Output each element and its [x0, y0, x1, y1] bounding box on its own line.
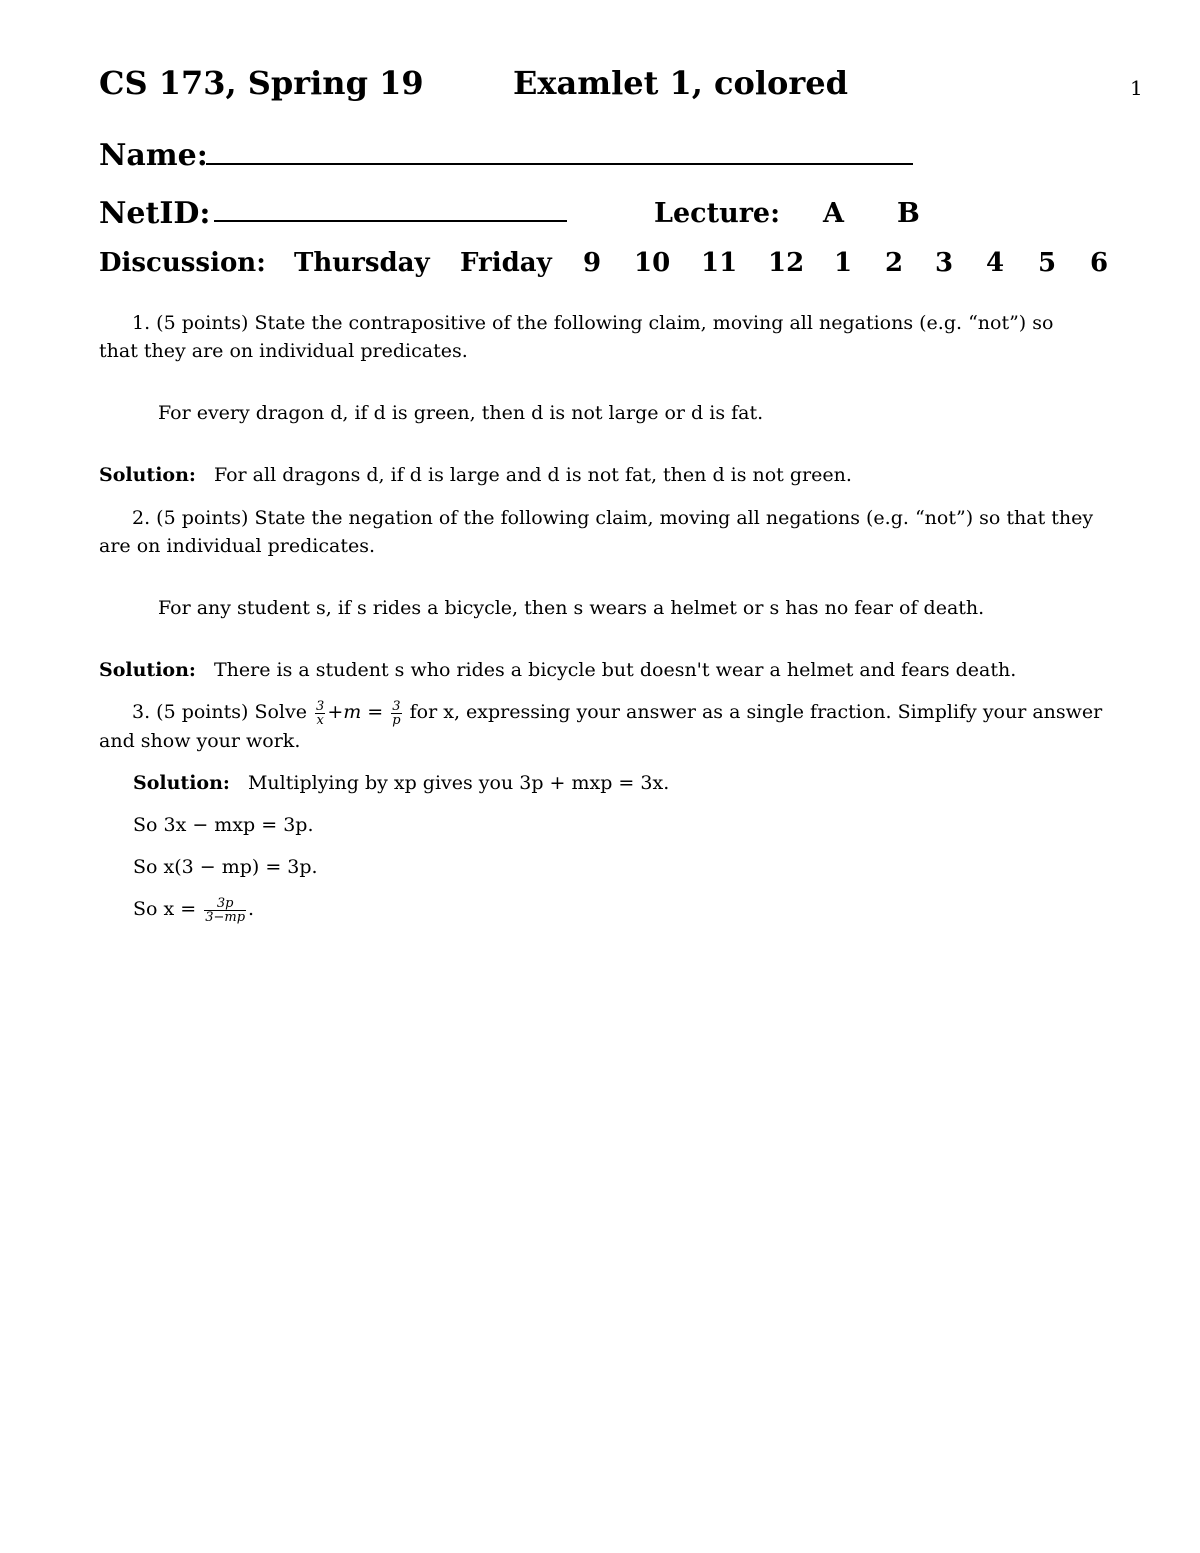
q1-prompt-line2: that they are on individual predicates.: [99, 340, 468, 362]
discussion-option-5[interactable]: 5: [1038, 248, 1057, 278]
discussion-option-friday[interactable]: Friday: [460, 248, 552, 278]
q2-solution-label: Solution:: [99, 659, 196, 681]
q2-solution: [99, 656, 1016, 684]
q1-prompt-line1: 1. (5 points) State the contrapositive of the following claim, moving all negations (e.g. “not”) so: [132, 312, 1054, 334]
q3-eq-frac1-num: 3: [316, 698, 325, 714]
lecture-option-a[interactable]: A: [823, 198, 844, 229]
netid-field[interactable]: [214, 220, 567, 222]
name-field[interactable]: [206, 163, 913, 165]
lecture-label: Lecture:: [654, 198, 781, 229]
q1-claim: For every dragon d, if d is green, then d is not large or d is fat.: [158, 402, 764, 424]
discussion-option-3[interactable]: 3: [935, 248, 954, 278]
discussion-option-12[interactable]: 12: [768, 248, 805, 278]
q3-solution-label: Solution:: [133, 772, 230, 794]
discussion-option-thursday[interactable]: Thursday: [294, 248, 430, 278]
q3-solution-step2: So 3x − mxp = 3p.: [133, 814, 314, 836]
name-label: Name:: [99, 138, 208, 173]
q3-solution-step4: [133, 895, 254, 924]
lecture-option-b[interactable]: B: [897, 198, 920, 229]
q3-step1-text: Multiplying by xp gives you 3p + mxp = 3x.: [247, 772, 670, 794]
discussion-label: Discussion:: [99, 248, 266, 278]
netid-label: NetID:: [99, 196, 211, 231]
q3-prompt-rest: for x, expressing your answer as a single fraction. Simplify your answer: [409, 701, 1103, 723]
discussion-option-9[interactable]: 9: [583, 248, 602, 278]
q3-step4-num: 3p: [204, 897, 246, 911]
q3-step4-frac: [204, 897, 246, 924]
discussion-option-6[interactable]: 6: [1090, 248, 1109, 278]
q3-step4-den: 3−mp: [205, 909, 246, 925]
q3-eq-frac2: [391, 700, 401, 727]
q2-prompt-line1: 2. (5 points) State the negation of the following claim, moving all negations (e.g. “not”) so that they: [132, 507, 1094, 529]
q3-eq-frac1: [315, 700, 325, 727]
q2-claim: For any student s, if s rides a bicycle, then s wears a helmet or s has no fear of death.: [158, 597, 985, 619]
page-number: 1: [1130, 76, 1143, 100]
q3-eq-frac2-den: p: [392, 712, 401, 728]
course-title: CS 173, Spring 19: [99, 64, 424, 102]
q3-solution-step3: So x(3 − mp) = 3p.: [133, 856, 318, 878]
q3-solution-step1: [133, 769, 669, 797]
q1-solution-label: Solution:: [99, 464, 196, 486]
q2-prompt-line2: are on individual predicates.: [99, 535, 375, 557]
exam-title: Examlet 1, colored: [513, 64, 848, 102]
q1-solution: [99, 461, 852, 489]
q1-solution-text: For all dragons d, if d is large and d is not fat, then d is not green.: [213, 464, 852, 486]
q3-eq-mid: +m =: [327, 701, 384, 723]
discussion-option-11[interactable]: 11: [701, 248, 738, 278]
discussion-option-1[interactable]: 1: [834, 248, 853, 278]
q3-prompt-start: 3. (5 points) Solve: [132, 701, 307, 723]
q2-solution-text: There is a student s who rides a bicycle but doesn't wear a helmet and fears death.: [213, 659, 1017, 681]
discussion-option-10[interactable]: 10: [634, 248, 671, 278]
q3-step4-suffix: .: [248, 898, 255, 920]
q3-step4-prefix: So x =: [133, 898, 197, 920]
discussion-option-4[interactable]: 4: [986, 248, 1005, 278]
discussion-option-2[interactable]: 2: [885, 248, 904, 278]
q3-eq-frac2-num: 3: [392, 698, 401, 714]
q3-prompt-line1: [132, 698, 1102, 727]
q3-prompt-line2: and show your work.: [99, 730, 301, 752]
q3-eq-frac1-den: x: [316, 712, 324, 728]
